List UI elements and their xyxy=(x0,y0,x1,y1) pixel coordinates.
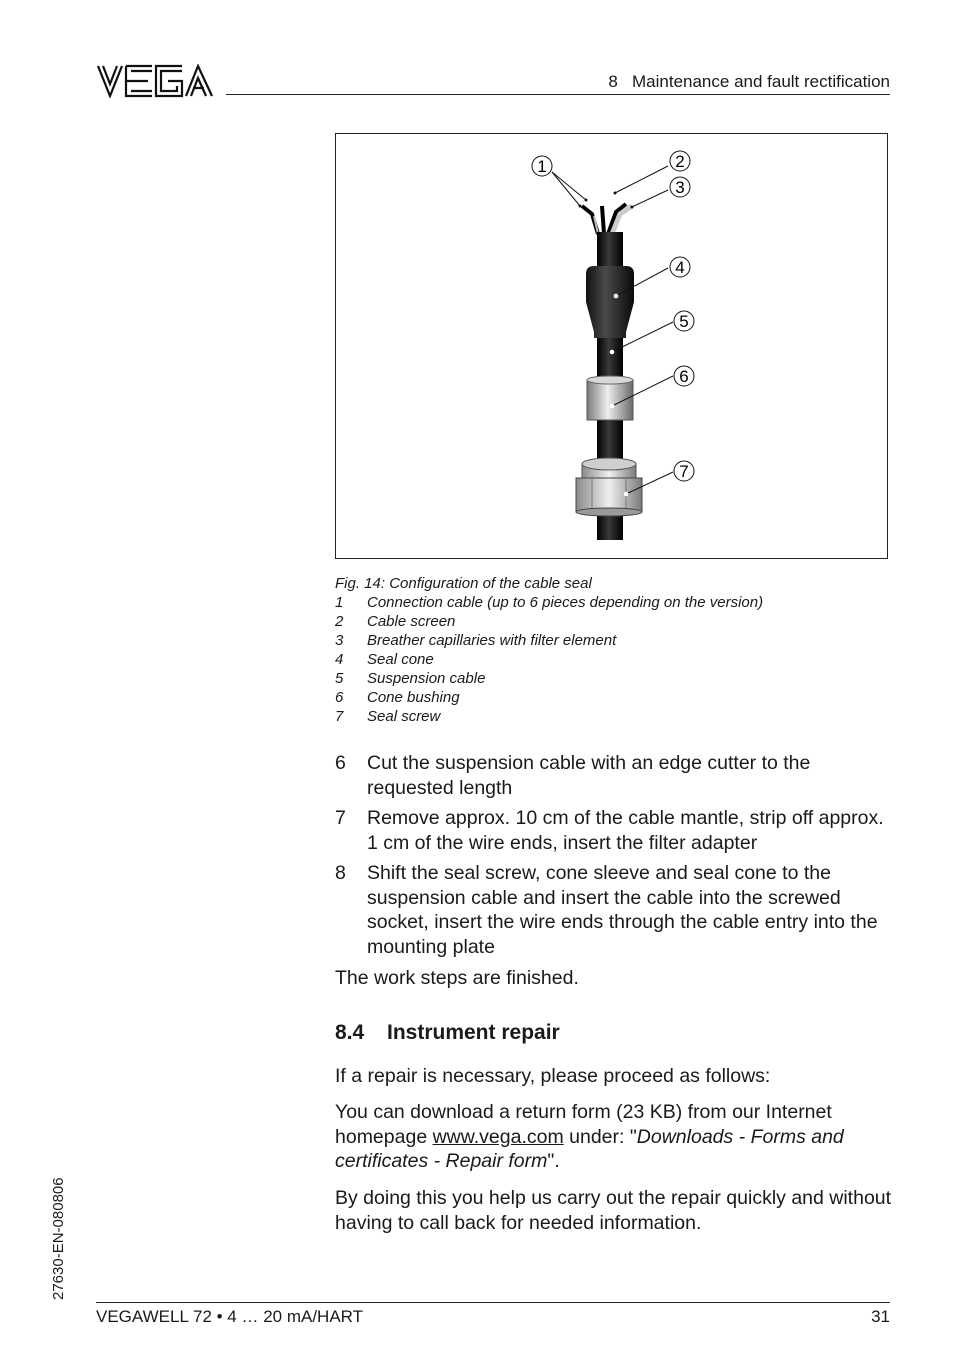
svg-text:1: 1 xyxy=(537,157,547,176)
callout-2 xyxy=(670,151,690,171)
caption-item xyxy=(335,612,763,631)
caption-item xyxy=(335,688,763,707)
connection-wires xyxy=(582,204,632,234)
caption-item-text: Cone bushing xyxy=(367,689,460,706)
caption-item-number: 2 xyxy=(335,613,344,630)
vega-logo xyxy=(96,64,214,98)
caption-item xyxy=(335,650,763,669)
seal-cone xyxy=(586,266,634,338)
footer-rule xyxy=(96,1302,890,1303)
svg-text:3: 3 xyxy=(675,178,685,197)
caption-item xyxy=(335,593,763,612)
page-number: 31 xyxy=(871,1307,890,1326)
paragraph-download xyxy=(335,1100,895,1174)
svg-text:7: 7 xyxy=(679,462,689,481)
finished-note: The work steps are finished. xyxy=(335,967,579,989)
step-item xyxy=(335,806,895,855)
callout-6 xyxy=(674,366,694,386)
figure-caption xyxy=(335,574,763,726)
section-number: 8.4 xyxy=(335,1021,365,1044)
step-text: Remove approx. 10 cm of the cable mantle, strip off approx. 1 cm of the wire ends, insert the filter adapter xyxy=(367,807,884,854)
footer-product-title: VEGAWELL 72 • 4 … 20 mA/HART xyxy=(96,1307,364,1326)
step-number: 8 xyxy=(335,862,346,884)
caption-title: Fig. 14: Configuration of the cable seal xyxy=(335,575,592,592)
paragraph-text: You can download a return form (23 KB) from our Internet homepage xyxy=(335,1101,832,1148)
step-number: 7 xyxy=(335,807,346,829)
callout-3 xyxy=(670,177,690,197)
header-rule xyxy=(226,94,890,95)
step-number: 6 xyxy=(335,752,346,774)
step-item xyxy=(335,861,895,959)
caption-item-number: 4 xyxy=(335,651,344,668)
vega-website-link[interactable]: www.vega.com xyxy=(432,1125,564,1148)
caption-item-text: Seal screw xyxy=(367,708,441,725)
caption-item-number: 1 xyxy=(335,594,344,611)
caption-item-number: 3 xyxy=(335,632,344,649)
cone-bushing xyxy=(587,376,633,420)
callout-7 xyxy=(674,461,694,481)
caption-item-text: Connection cable (up to 6 pieces depending on the version) xyxy=(367,594,764,611)
procedure-steps xyxy=(335,751,895,965)
paragraph-text: under: " xyxy=(563,1125,637,1148)
section-heading xyxy=(335,1021,560,1045)
paragraph-text: ". xyxy=(547,1150,560,1172)
caption-item xyxy=(335,631,763,650)
svg-text:4: 4 xyxy=(675,258,685,277)
caption-item-text: Cable screen xyxy=(367,613,456,630)
caption-item-text: Seal cone xyxy=(367,651,434,668)
step-item xyxy=(335,751,895,800)
paragraph-intro: If a repair is necessary, please proceed as follows: xyxy=(335,1065,771,1087)
step-text: Cut the suspension cable with an edge cutter to the requested length xyxy=(367,752,811,799)
svg-text:5: 5 xyxy=(679,312,689,331)
caption-item-number: 5 xyxy=(335,670,344,687)
caption-item xyxy=(335,669,763,688)
caption-item xyxy=(335,707,763,726)
cable-seal-illustration xyxy=(336,134,887,558)
caption-item-text: Breather capillaries with filter element xyxy=(367,632,617,649)
callout-5 xyxy=(674,311,694,331)
svg-text:2: 2 xyxy=(675,152,685,171)
download-path: Downloads - Forms and certificates - Repair form xyxy=(335,1125,844,1172)
header-section-title: 8 Maintenance and fault rectification xyxy=(608,72,890,91)
callout-1 xyxy=(532,156,552,176)
callout-4 xyxy=(670,257,690,277)
step-text: Shift the seal screw, cone sleeve and seal cone to the suspension cable and insert the cable into the screwed socket, insert the wire ends through the cable entry into the mounting plate xyxy=(367,862,878,958)
caption-item-number: 7 xyxy=(335,708,344,725)
paragraph-closing: By doing this you help us carry out the repair quickly and without having to call back for needed information. xyxy=(335,1187,892,1234)
svg-text:6: 6 xyxy=(679,367,689,386)
section-title: Instrument repair xyxy=(387,1021,560,1044)
caption-item-number: 6 xyxy=(335,689,344,706)
document-number: 27630-EN-080806 xyxy=(50,1177,67,1300)
seal-screw xyxy=(576,458,642,516)
caption-item-text: Suspension cable xyxy=(367,670,486,687)
